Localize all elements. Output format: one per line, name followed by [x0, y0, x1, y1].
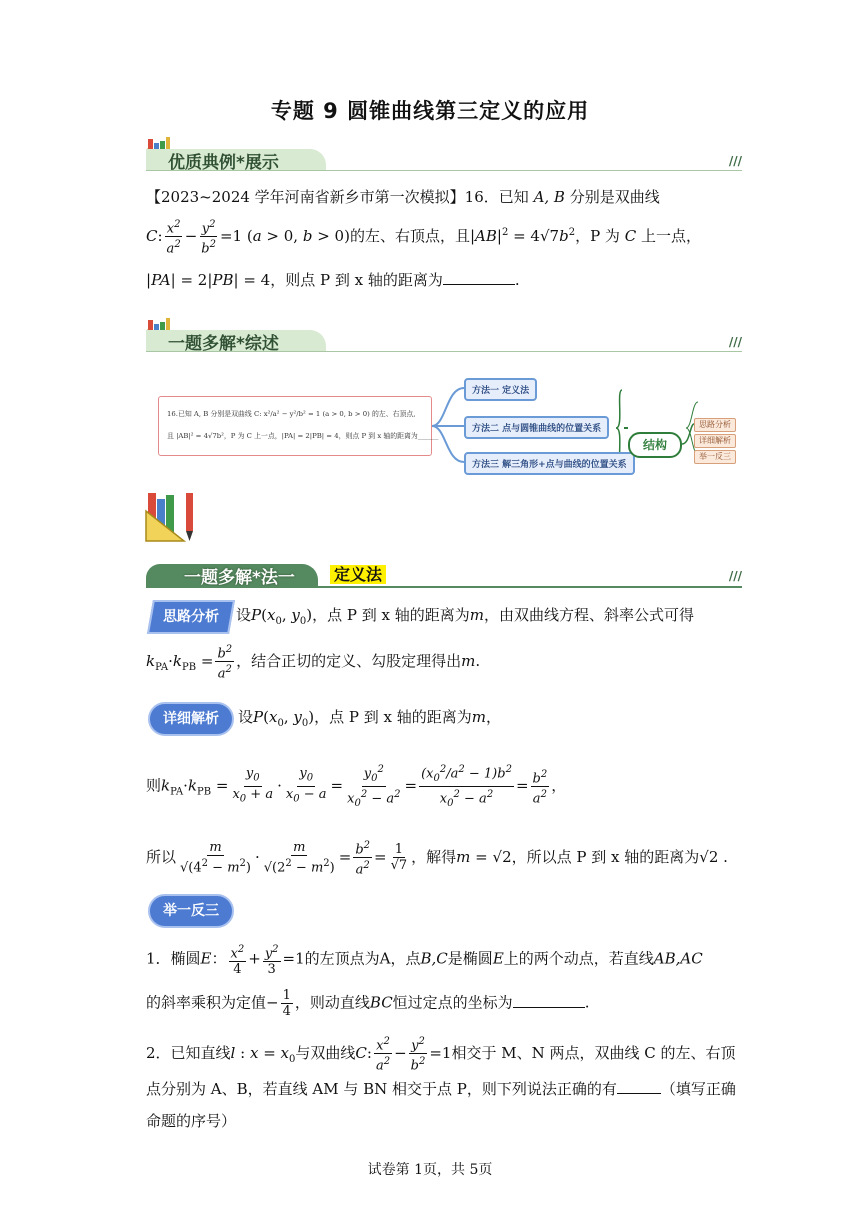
banner-overview	[146, 316, 742, 352]
banner-slashes: ///	[728, 335, 742, 349]
mind-map-tag-2: 详细解析	[694, 434, 736, 448]
ext-text: 2．已知直线	[146, 1043, 231, 1062]
mind-map-tag-1: 思路分析	[694, 418, 736, 432]
detail-text: ，点 P 到 x 轴的距离为	[314, 708, 472, 726]
ext-text: 1．椭圆	[146, 949, 201, 968]
method-name-text: 定义法	[330, 565, 386, 584]
banner-example	[146, 135, 742, 171]
banner-method1	[146, 550, 742, 586]
ext-q1-line-1: 1．椭圆E： $\frac{x^2}{4}$ + $\frac{y^2}{3}$ =1的左顶点为A，点B,C是椭圆E上的两个动点，若直线AB,AC	[146, 944, 703, 978]
problem-text: ，P 为	[575, 226, 620, 245]
ext-q2-line-3: 命题的序号）	[146, 1112, 237, 1130]
problem-text: ，则点 P 到 x 轴的距离为	[270, 271, 443, 289]
detail-line-1: 设$P(x_0$, $y_0$)，点 P 到 x 轴的距离为m，	[238, 708, 501, 729]
ext-q2-line-1: 2．已知直线l : $x = x_0$与双曲线C: $\frac{x^2}{a^2}$ − $\frac{y^2}{b^2}$ =1相交于 M、N 两点，双曲线 C 的左、右顶	[146, 1036, 736, 1074]
analysis-text: ，结合正切的定义、勾股定理得出	[236, 651, 462, 670]
mind-map-center: 结构	[628, 432, 682, 458]
problem-line-3: |PA| = 2|PB| = 4，则点 P 到 x 轴的距离为 .	[146, 271, 520, 289]
ext-text: 的斜率乘积为定值	[146, 993, 267, 1012]
problem-text: 的左、右顶点，且	[349, 226, 470, 245]
mind-map-question-line-2: 且 |AB|² = 4√7b²，P 为 C 上一点，|PA| = 2|PB| = 4，则点 P 到 x 轴的距离为______	[167, 431, 439, 440]
books-ruler-pencil-icon	[144, 489, 200, 543]
ext-text: 相交于 M、N 两点，双曲线 C 的左、右顶	[451, 1043, 736, 1062]
banner-slashes: ///	[728, 569, 742, 583]
ext-text: 与双曲线	[295, 1043, 356, 1062]
problem-period: .	[514, 271, 520, 289]
problem-text: 上一点，	[640, 226, 701, 245]
problem-line-2: C: $\frac{x^2}{a^2}$ − $\frac{y^2}{b^2}$ =1 (a > 0, b > 0)的左、右顶点，且$|AB|^2 = 4√7b^2$，P 为 C 上一点，	[146, 219, 701, 257]
ext-text: ，则动直线	[294, 993, 370, 1012]
detail-text: ，解得	[411, 847, 457, 866]
badge-analysis-label: 思路分析	[163, 609, 219, 625]
mind-map-method-2: 方法二 点与圆锥曲线的位置关系	[464, 416, 609, 439]
detail-text: 设	[238, 708, 254, 726]
ext-text: 点分别为 A、B，若直线 AM 与 BN 相交于点 P，则下列说法正确的有	[146, 1080, 617, 1098]
detail-line-3: 所以 $\frac{m}{√(4^2 - m^2)}$ · $\frac{m}{√(2^2 - m^2)}$ = $\frac{b^2}{a^2}$ = $\frac{1}{√7}$ ，解得m = √2，所以点 P 到 x 轴的距离为√2 .	[146, 840, 728, 878]
page-footer: 试卷第 1页，共 5页	[367, 1162, 493, 1178]
ext-q1-line-2: 的斜率乘积为定值− $\frac{1}{4}$ ，则动直线BC恒过定点的坐标为 .	[146, 988, 590, 1019]
problem-source: 【2023~2024 学年河南省新乡市第一次模拟】16．已知	[146, 188, 529, 206]
detail-line-2: 则$k_{PA}\cdot k_{PB}$ = $\frac{y_0}{x_0 + a}$ · $\frac{y_0}{x_0 - a}$ = $\frac{y_0^2}{x_0^2 - a^2}$ = $\frac{(x_0^2/a^2 - 1)b^2}{x_0^2 - a^2}$ = $\frac{b^2}{a^2}$ ，	[146, 764, 567, 809]
mind-map-tag-3: 举一反三	[694, 450, 736, 464]
analysis-line-1: 设$P(x_0$, $y_0$)，点 P 到 x 轴的距离为m，由双曲线方程、斜率公式可得	[236, 606, 694, 627]
mind-map-question	[158, 396, 439, 456]
mind-map	[146, 368, 742, 478]
ext-text: 是椭圆	[447, 949, 493, 968]
ext-text: （填写正确	[660, 1080, 736, 1098]
analysis-text: ，点 P 到 x 轴的距离为	[312, 606, 470, 624]
detail-text: ，所以点 P 到 x 轴的距离为	[511, 847, 700, 866]
ext-text: 上的两个动点，若直线	[503, 949, 654, 968]
mind-map-question-line-1: 16.已知 A, B 分别是双曲线 C: x²/a² − y²/b² = 1 (a > 0, b > 0) 的左、右顶点,	[167, 409, 416, 418]
ext-text: 的左顶点为A，点	[304, 949, 421, 968]
banner-slashes: ///	[728, 154, 742, 168]
badge-extension: 举一反三	[148, 894, 234, 928]
badge-analysis	[147, 600, 235, 634]
banner-method1-label: 一题多解*法一	[184, 568, 295, 588]
analysis-line-2: $k_{PA}\cdot k_{PB}$ = $\frac{b^2}{a^2}$ ，结合正切的定义、勾股定理得出m.	[146, 644, 481, 682]
problem-line-1: 【2023~2024 学年河南省新乡市第一次模拟】16．已知 A, B 分别是双曲线	[146, 188, 660, 206]
ext-text: 恒过定点的坐标为	[392, 993, 513, 1012]
banner-overview-label: 一题多解*综述	[168, 334, 279, 354]
ext-q2-line-2	[146, 1080, 736, 1098]
analysis-text: ，由双曲线方程、斜率公式可得	[483, 606, 694, 624]
badge-detail: 详细解析	[148, 702, 234, 736]
mind-map-method-1: 方法一 定义法	[464, 378, 537, 401]
page-title: 专题 9 圆锥曲线第三定义的应用	[270, 99, 590, 123]
detail-text: 所以	[146, 847, 177, 866]
detail-text: 则	[146, 776, 162, 795]
problem-text: 分别是双曲线	[569, 188, 660, 206]
analysis-text: 设	[236, 606, 252, 624]
banner-example-label: 优质典例*展示	[168, 153, 279, 173]
mind-map-method-3: 方法三 解三角形+点与曲线的位置关系	[464, 452, 635, 475]
method-name	[330, 562, 386, 585]
